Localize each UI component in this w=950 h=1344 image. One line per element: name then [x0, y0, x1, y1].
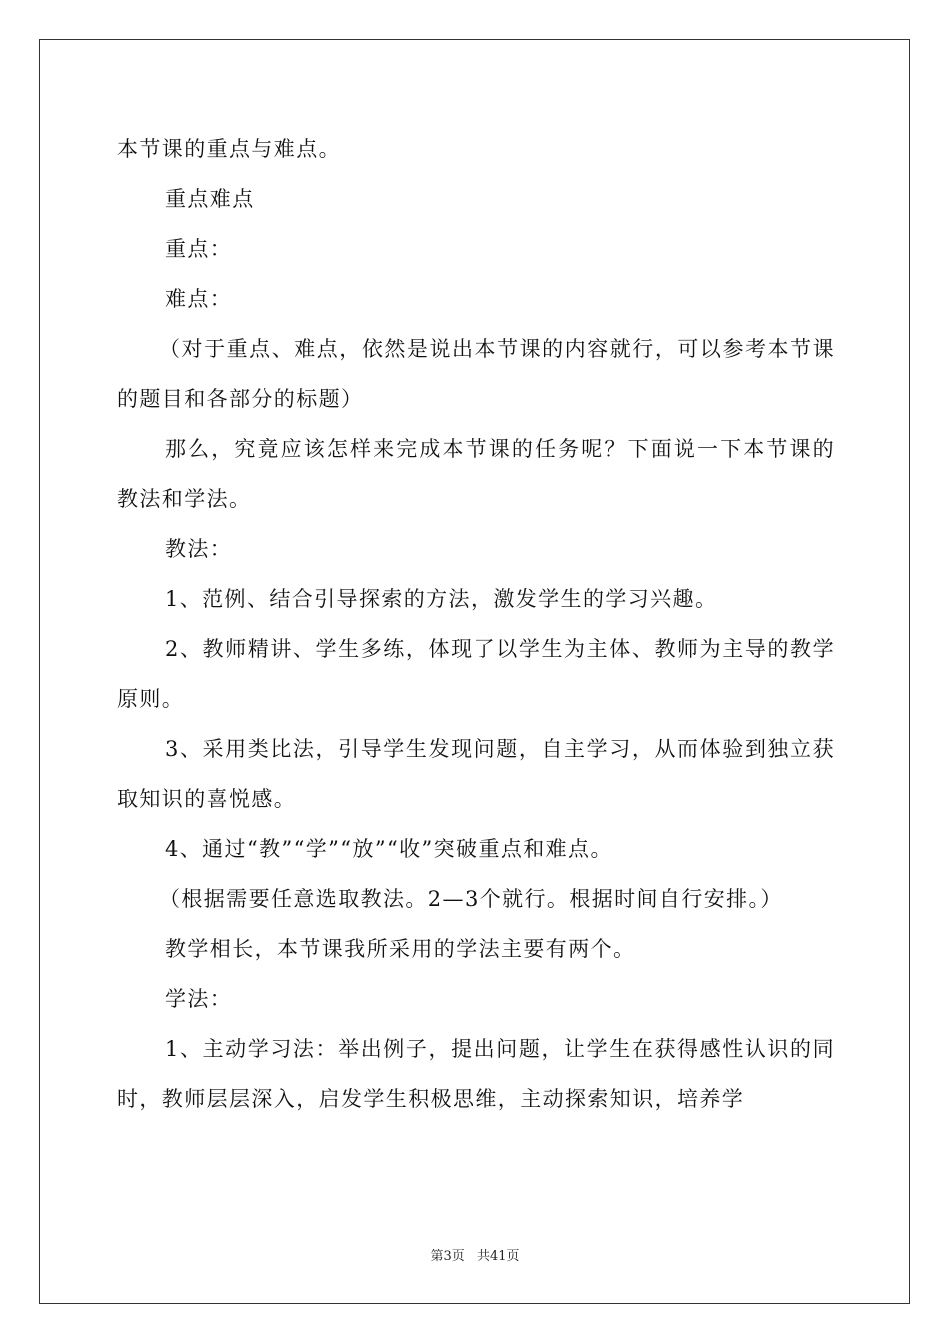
list-item: 4、通过“教”“学”“放”“收”突破重点和难点。 — [165, 837, 613, 861]
page-footer — [0, 1245, 950, 1264]
page-total: 共41页 — [476, 1249, 520, 1264]
paragraph: （根据需要任意选取教法。2—3个就行。根据时间自行安排。） — [159, 887, 783, 911]
paragraph: 学法： — [165, 987, 233, 1011]
paragraph: 本节课的重点与难点。 — [117, 137, 341, 161]
section-heading: 重点难点 — [165, 187, 255, 211]
list-item: 1、范例、结合引导探索的方法，激发学生的学习兴趣。 — [165, 587, 718, 611]
paragraph: （对于重点、难点，依然是说出本节课的内容就行，可以参考本节课的题目和各部分的标题） — [117, 337, 835, 411]
paragraph: 重点： — [165, 237, 233, 261]
paragraph: 教法： — [165, 537, 233, 561]
document-body — [117, 124, 835, 1124]
list-item: 1、主动学习法：举出例子，提出问题，让学生在获得感性认识的同时，教师层层深入，启发学生积极思维，主动探索知识，培养学 — [117, 1037, 835, 1111]
paragraph: 教学相长，本节课我所采用的学法主要有两个。 — [165, 937, 636, 961]
page-number: 第3页 — [430, 1249, 465, 1264]
paragraph: 难点： — [165, 287, 233, 311]
paragraph: 那么，究竟应该怎样来完成本节课的任务呢？下面说一下本节课的教法和学法。 — [117, 437, 835, 511]
list-item: 3、采用类比法，引导学生发现问题，自主学习，从而体验到独立获取知识的喜悦感。 — [117, 737, 835, 811]
list-item: 2、教师精讲、学生多练，体现了以学生为主体、教师为主导的教学原则。 — [117, 637, 835, 711]
